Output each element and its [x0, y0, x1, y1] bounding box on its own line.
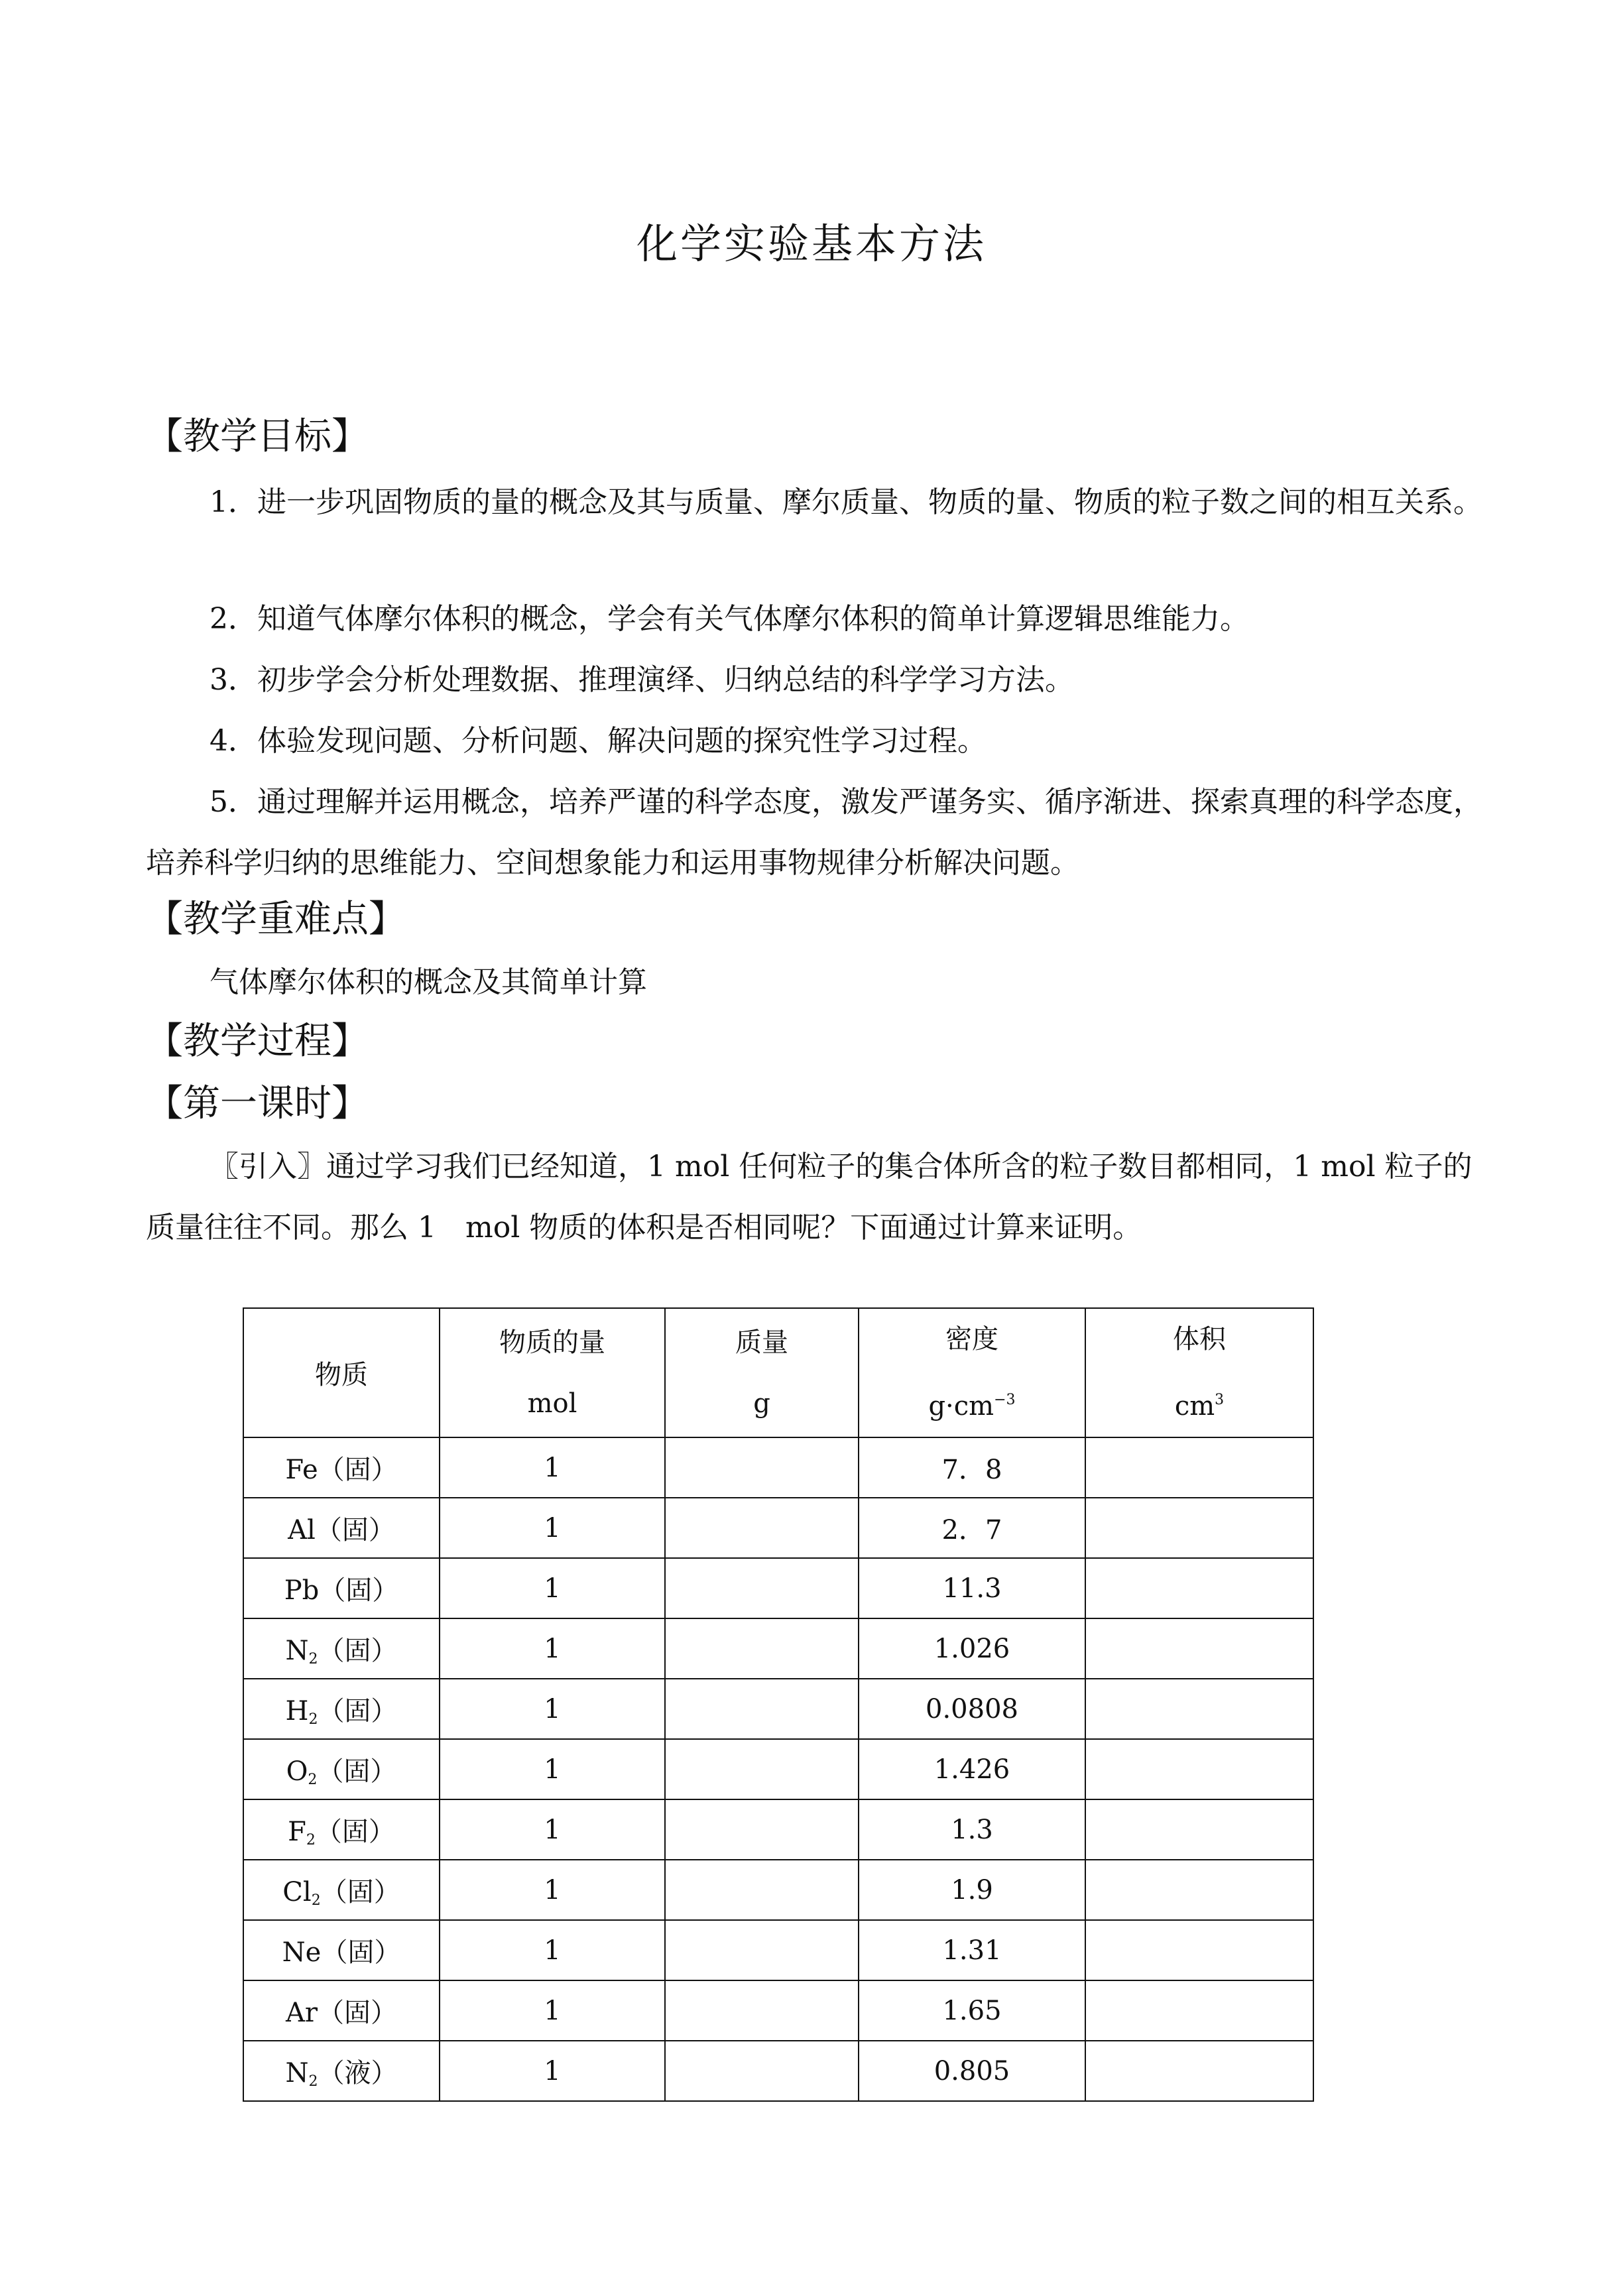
substance-element: F	[288, 1817, 306, 1847]
table-row	[243, 1679, 1313, 1739]
substance-state: （固）	[315, 1817, 395, 1847]
cell-mass	[665, 1558, 859, 1618]
cell-mass	[665, 1437, 859, 1498]
cell-mass	[665, 1799, 859, 1860]
cell-volume	[1085, 2041, 1313, 2101]
cell-amount: 1	[440, 1739, 665, 1799]
cell-volume	[1085, 1437, 1313, 1498]
objective-item: 2．知道气体摩尔体积的概念，学会有关气体摩尔体积的简单计算逻辑思维能力。	[210, 602, 1249, 636]
cell-substance	[243, 1739, 440, 1799]
header-density	[859, 1308, 1085, 1437]
cell-substance	[243, 1618, 440, 1679]
volume-unit-base: cm	[1174, 1391, 1215, 1421]
substance-state: （液）	[318, 2058, 398, 2088]
cell-mass	[665, 1618, 859, 1679]
cell-density: 0.0808	[859, 1679, 1085, 1739]
lesson-heading: 【第一课时】	[146, 1082, 369, 1125]
table-row	[243, 1860, 1313, 1920]
table-row	[243, 1799, 1313, 1860]
substance-state: （固）	[315, 1515, 395, 1545]
header-density-label: 密度	[945, 1324, 998, 1355]
cell-mass	[665, 1860, 859, 1920]
cell-amount: 1	[440, 1437, 665, 1498]
table-row	[243, 1618, 1313, 1679]
cell-amount: 1	[440, 2041, 665, 2101]
header-volume-label: 体积	[1173, 1324, 1226, 1355]
header-density-unit	[859, 1370, 1085, 1437]
cell-mass	[665, 1498, 859, 1558]
substance-state: （固）	[321, 1937, 401, 1968]
table-row	[243, 1920, 1313, 1980]
substance-element: Ne	[282, 1937, 322, 1968]
cell-amount: 1	[440, 1498, 665, 1558]
cell-amount: 1	[440, 1980, 665, 2041]
table-row	[243, 1437, 1313, 1498]
cell-volume	[1085, 1739, 1313, 1799]
substance-volume-table	[243, 1307, 1314, 2102]
substance-subscript: 2	[308, 1772, 318, 1788]
cell-mass	[665, 1679, 859, 1739]
key-points-heading: 【教学重难点】	[146, 898, 406, 941]
cell-mass	[665, 2041, 859, 2101]
intro-paragraph: 〖引入〗通过学习我们已经知道，1 mol 任何粒子的集合体所含的粒子数目都相同，1 mol 粒子的质量往往不同。那么 1 mol 物质的体积是否相同呢？下面通过计算来证明。	[146, 1150, 1473, 1244]
cell-substance	[243, 1437, 440, 1498]
cell-volume	[1085, 1618, 1313, 1679]
substance-element: Al	[288, 1515, 316, 1545]
substance-state: （固）	[320, 1877, 400, 1907]
cell-volume	[1085, 1920, 1313, 1980]
substance-subscript: 2	[308, 1711, 318, 1728]
cell-density: 0.805	[859, 2041, 1085, 2101]
cell-volume	[1085, 1860, 1313, 1920]
header-amount	[440, 1308, 665, 1437]
table-header-row	[243, 1308, 1313, 1437]
substance-element: O	[286, 1756, 308, 1787]
cell-density: 1.9	[859, 1860, 1085, 1920]
cell-volume	[1085, 1679, 1313, 1739]
cell-volume	[1085, 1498, 1313, 1558]
header-substance: 物质	[243, 1308, 440, 1437]
header-volume-unit	[1086, 1370, 1313, 1437]
cell-density: 1.31	[859, 1920, 1085, 1980]
cell-density: 1.026	[859, 1618, 1085, 1679]
substance-state: （固）	[317, 1756, 397, 1787]
substance-element: N	[285, 2058, 309, 2088]
header-mass-label: 质量	[735, 1327, 788, 1358]
header-volume	[1085, 1308, 1313, 1437]
cell-substance	[243, 1860, 440, 1920]
table-row	[243, 2041, 1313, 2101]
cell-substance	[243, 1679, 440, 1739]
objective-item: 3．初步学会分析处理数据、推理演绎、归纳总结的科学学习方法。	[210, 663, 1074, 697]
cell-volume	[1085, 1558, 1313, 1618]
objectives-heading: 【教学目标】	[146, 415, 369, 458]
substance-element: Ar	[285, 1998, 318, 2028]
cell-amount: 1	[440, 1860, 665, 1920]
density-unit-base: g·cm	[928, 1391, 994, 1421]
table-row	[243, 1739, 1313, 1799]
header-amount-label: 物质的量	[499, 1327, 605, 1358]
cell-density: 1.65	[859, 1980, 1085, 2041]
substance-element: Fe	[285, 1455, 318, 1485]
cell-density: 7．8	[859, 1437, 1085, 1498]
cell-substance	[243, 2041, 440, 2101]
cell-volume	[1085, 1980, 1313, 2041]
substance-element: H	[285, 1696, 309, 1726]
key-points-text: 气体摩尔体积的概念及其简单计算	[210, 965, 647, 999]
cell-substance	[243, 1920, 440, 1980]
header-mass-unit: g	[753, 1388, 770, 1419]
substance-state: （固）	[318, 1455, 398, 1485]
substance-subscript: 2	[306, 1832, 316, 1848]
objective-item: 1．进一步巩固物质的量的概念及其与质量、摩尔质量、物质的量、物质的粒子数之间的相互关系。	[210, 485, 1482, 519]
cell-amount: 1	[440, 1618, 665, 1679]
substance-element: N	[285, 1636, 309, 1666]
process-heading: 【教学过程】	[146, 1020, 369, 1063]
header-amount-unit: mol	[527, 1388, 577, 1419]
substance-subscript: 2	[311, 1892, 321, 1909]
cell-density: 11.3	[859, 1558, 1085, 1618]
cell-density: 1.3	[859, 1799, 1085, 1860]
substance-subscript: 2	[308, 1651, 318, 1667]
table-row	[243, 1558, 1313, 1618]
objective-item: 5．通过理解并运用概念，培养严谨的科学态度，激发严谨务实、循序渐进、探索真理的科学态度，培养科学归纳的思维能力、空间想象能力和运用事物规律分析解决问题。	[146, 785, 1482, 880]
cell-density: 1.426	[859, 1739, 1085, 1799]
objective-item: 4．体验发现问题、分析问题、解决问题的探究性学习过程。	[210, 724, 987, 758]
substance-subscript: 2	[308, 2073, 318, 2090]
cell-substance	[243, 1980, 440, 2041]
cell-substance	[243, 1558, 440, 1618]
table-row	[243, 1980, 1313, 2041]
substance-element: Pb	[284, 1575, 320, 1606]
substance-state: （固）	[318, 1636, 398, 1666]
cell-mass	[665, 1739, 859, 1799]
cell-substance	[243, 1799, 440, 1860]
cell-mass	[665, 1920, 859, 1980]
cell-substance	[243, 1498, 440, 1558]
header-mass	[665, 1308, 859, 1437]
cell-amount: 1	[440, 1920, 665, 1980]
substance-state: （固）	[318, 1998, 397, 2028]
substance-state: （固）	[318, 1696, 398, 1726]
cell-amount: 1	[440, 1799, 665, 1860]
volume-unit-exponent: 3	[1215, 1392, 1225, 1408]
cell-mass	[665, 1980, 859, 2041]
table-row	[243, 1498, 1313, 1558]
substance-state: （固）	[319, 1575, 399, 1606]
cell-density: 2．7	[859, 1498, 1085, 1558]
substance-element: Cl	[282, 1877, 312, 1907]
page-title: 化学实验基本方法	[636, 219, 987, 268]
cell-amount: 1	[440, 1558, 665, 1618]
density-unit-exponent: −3	[994, 1392, 1016, 1408]
cell-amount: 1	[440, 1679, 665, 1739]
cell-volume	[1085, 1799, 1313, 1860]
